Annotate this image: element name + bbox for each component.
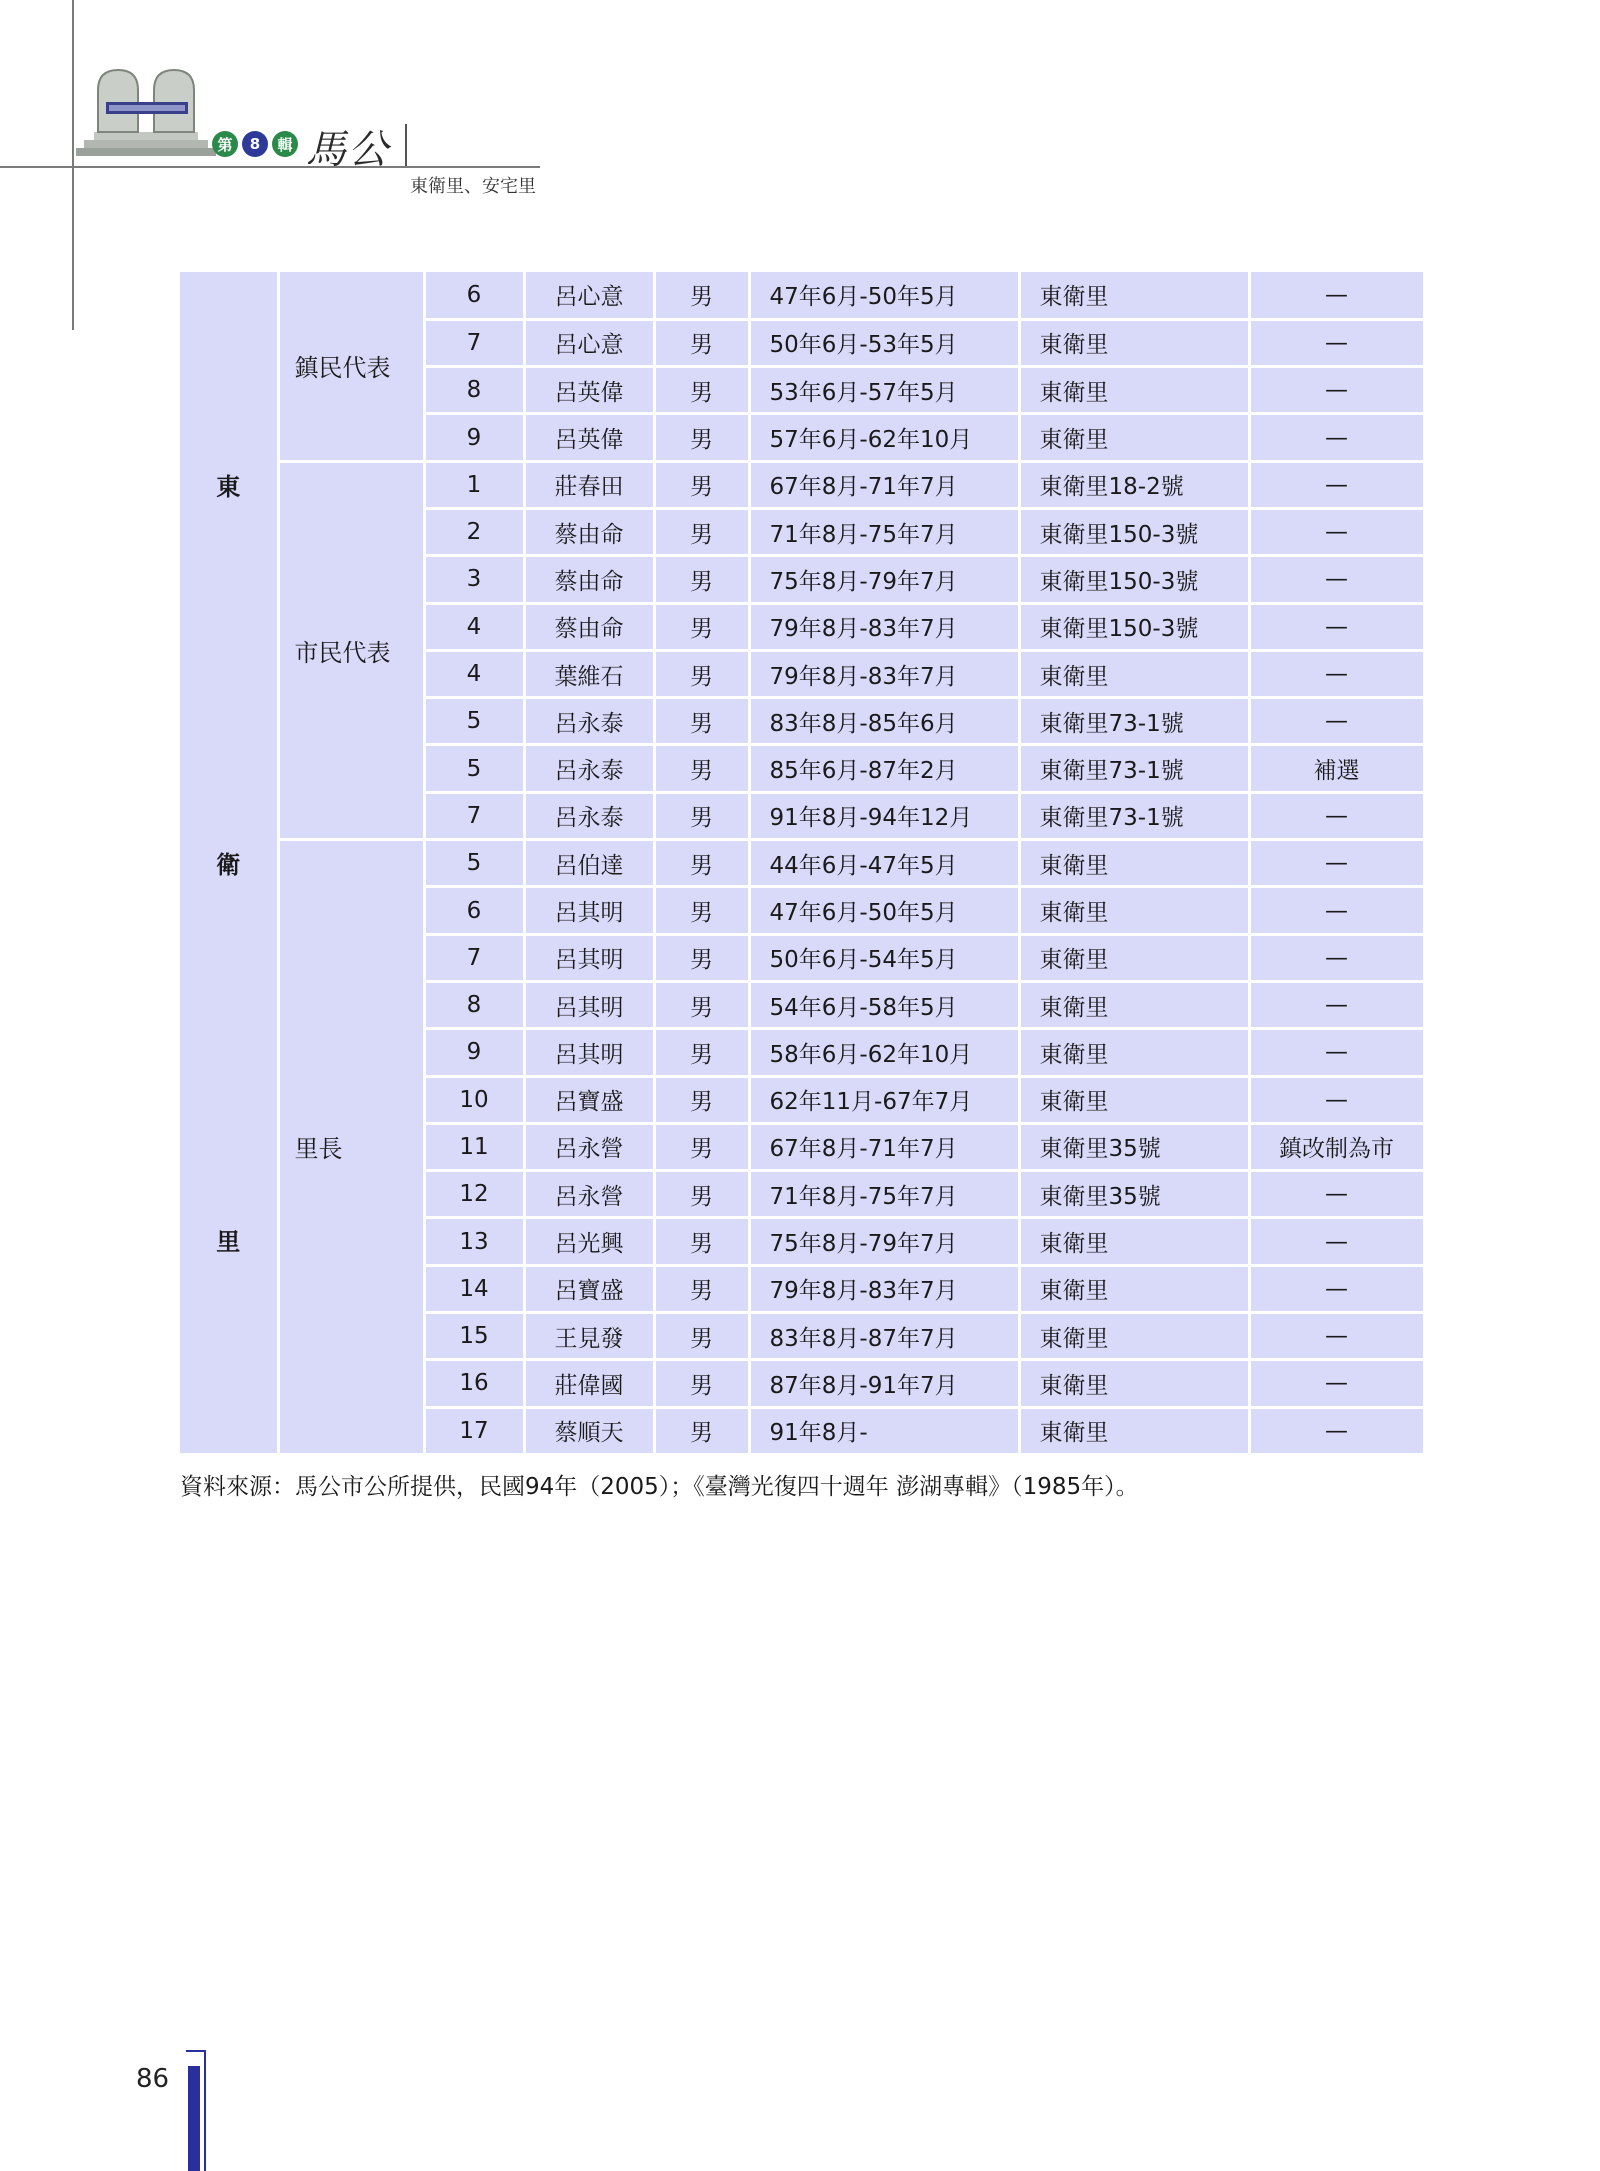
name-cell: 蔡順天 — [524, 1407, 654, 1454]
chapter-subtitle: 東衛里、安宅里 — [410, 176, 536, 197]
note-cell: — — [1249, 650, 1424, 697]
monument-logo-icon — [76, 62, 216, 160]
period-cell: 67年8月-71年7月 — [749, 1123, 1019, 1170]
name-cell: 呂其明 — [524, 1029, 654, 1076]
source-note: 資料來源：馬公市公所提供，民國94年（2005）；《臺灣光復四十週年 澎湖專輯》（1985年）。 — [180, 1474, 1139, 1500]
note-cell: — — [1249, 1407, 1424, 1454]
header-vertical-rule — [72, 0, 74, 330]
address-cell: 東衛里18-2號 — [1019, 461, 1249, 508]
series-badge — [212, 130, 298, 158]
category-cell: 市民代表 — [278, 461, 424, 839]
period-cell: 71年8月-75年7月 — [749, 1171, 1019, 1218]
sex-cell: 男 — [654, 508, 749, 555]
page-number: 86 — [136, 2064, 170, 2094]
name-cell: 呂永營 — [524, 1123, 654, 1170]
sex-cell: 男 — [654, 698, 749, 745]
sex-cell: 男 — [654, 1360, 749, 1407]
address-cell: 東衛里150-3號 — [1019, 603, 1249, 650]
period-cell: 53年6月-57年5月 — [749, 367, 1019, 414]
address-cell: 東衛里 — [1019, 272, 1249, 319]
note-cell: — — [1249, 414, 1424, 461]
sex-cell: 男 — [654, 1171, 749, 1218]
term-cell: 15 — [424, 1313, 524, 1360]
name-cell: 呂其明 — [524, 981, 654, 1028]
sex-cell: 男 — [654, 745, 749, 792]
address-cell: 東衛里 — [1019, 1265, 1249, 1312]
note-cell: — — [1249, 1360, 1424, 1407]
period-cell: 75年8月-79年7月 — [749, 556, 1019, 603]
area-char: 東 — [216, 473, 241, 502]
term-cell: 13 — [424, 1218, 524, 1265]
sex-cell: 男 — [654, 1313, 749, 1360]
note-cell: — — [1249, 367, 1424, 414]
name-cell: 葉維石 — [524, 650, 654, 697]
table-row — [180, 272, 1424, 319]
term-cell: 5 — [424, 698, 524, 745]
name-cell: 呂永營 — [524, 1171, 654, 1218]
name-cell: 呂英偉 — [524, 367, 654, 414]
name-cell: 呂寶盛 — [524, 1076, 654, 1123]
address-cell: 東衛里 — [1019, 1029, 1249, 1076]
category-cell: 鎮民代表 — [278, 272, 424, 461]
note-cell: 補選 — [1249, 745, 1424, 792]
sex-cell: 男 — [654, 367, 749, 414]
note-cell: — — [1249, 1265, 1424, 1312]
term-cell: 4 — [424, 650, 524, 697]
term-cell: 6 — [424, 272, 524, 319]
name-cell: 呂伯達 — [524, 840, 654, 887]
sex-cell: 男 — [654, 461, 749, 508]
title-divider — [405, 124, 407, 166]
note-cell: — — [1249, 934, 1424, 981]
note-cell: — — [1249, 461, 1424, 508]
name-cell: 王見發 — [524, 1313, 654, 1360]
address-cell: 東衛里 — [1019, 981, 1249, 1028]
sex-cell: 男 — [654, 981, 749, 1028]
period-cell: 91年8月- — [749, 1407, 1019, 1454]
name-cell: 蔡由命 — [524, 603, 654, 650]
sex-cell: 男 — [654, 1029, 749, 1076]
note-cell: — — [1249, 319, 1424, 366]
area-char: 衛 — [216, 850, 241, 879]
term-cell: 12 — [424, 1171, 524, 1218]
note-cell: — — [1249, 981, 1424, 1028]
term-cell: 17 — [424, 1407, 524, 1454]
sex-cell: 男 — [654, 556, 749, 603]
period-cell: 47年6月-50年5月 — [749, 272, 1019, 319]
area-label — [180, 467, 277, 1257]
sex-cell: 男 — [654, 1218, 749, 1265]
name-cell: 呂心意 — [524, 319, 654, 366]
term-cell: 4 — [424, 603, 524, 650]
name-cell: 呂永泰 — [524, 745, 654, 792]
book-title: 馬公 — [306, 127, 390, 173]
note-cell: 鎮改制為市 — [1249, 1123, 1424, 1170]
term-cell: 9 — [424, 414, 524, 461]
note-cell: — — [1249, 698, 1424, 745]
series-number-badge: 8 — [242, 131, 268, 157]
address-cell: 東衛里 — [1019, 1218, 1249, 1265]
term-cell: 2 — [424, 508, 524, 555]
term-cell: 5 — [424, 745, 524, 792]
term-cell: 11 — [424, 1123, 524, 1170]
address-cell: 東衛里35號 — [1019, 1123, 1249, 1170]
term-cell: 1 — [424, 461, 524, 508]
note-cell: — — [1249, 1076, 1424, 1123]
name-cell: 呂永泰 — [524, 792, 654, 839]
note-cell: — — [1249, 1029, 1424, 1076]
name-cell: 呂其明 — [524, 887, 654, 934]
address-cell: 東衛里 — [1019, 1313, 1249, 1360]
sex-cell: 男 — [654, 1123, 749, 1170]
period-cell: 47年6月-50年5月 — [749, 887, 1019, 934]
table-row — [180, 461, 1424, 508]
series-prefix-badge: 第 — [212, 131, 238, 157]
note-cell: — — [1249, 1171, 1424, 1218]
period-cell: 50年6月-54年5月 — [749, 934, 1019, 981]
period-cell: 91年8月-94年12月 — [749, 792, 1019, 839]
note-cell: — — [1249, 1313, 1424, 1360]
term-cell: 14 — [424, 1265, 524, 1312]
term-cell: 10 — [424, 1076, 524, 1123]
period-cell: 75年8月-79年7月 — [749, 1218, 1019, 1265]
sex-cell: 男 — [654, 887, 749, 934]
period-cell: 79年8月-83年7月 — [749, 1265, 1019, 1312]
series-suffix-badge: 輯 — [272, 131, 298, 157]
note-cell: — — [1249, 840, 1424, 887]
address-cell: 東衛里73-1號 — [1019, 792, 1249, 839]
address-cell: 東衛里150-3號 — [1019, 508, 1249, 555]
term-cell: 7 — [424, 934, 524, 981]
sex-cell: 男 — [654, 603, 749, 650]
note-cell: — — [1249, 556, 1424, 603]
period-cell: 83年8月-87年7月 — [749, 1313, 1019, 1360]
name-cell: 蔡由命 — [524, 508, 654, 555]
term-cell: 7 — [424, 792, 524, 839]
address-cell: 東衛里150-3號 — [1019, 556, 1249, 603]
period-cell: 67年8月-71年7月 — [749, 461, 1019, 508]
period-cell: 71年8月-75年7月 — [749, 508, 1019, 555]
note-cell: — — [1249, 603, 1424, 650]
name-cell: 呂光興 — [524, 1218, 654, 1265]
sex-cell: 男 — [654, 792, 749, 839]
sex-cell: 男 — [654, 272, 749, 319]
note-cell: — — [1249, 1218, 1424, 1265]
address-cell: 東衛里 — [1019, 319, 1249, 366]
note-cell: — — [1249, 272, 1424, 319]
name-cell: 呂心意 — [524, 272, 654, 319]
note-cell: — — [1249, 508, 1424, 555]
name-cell: 呂其明 — [524, 934, 654, 981]
term-cell: 9 — [424, 1029, 524, 1076]
address-cell: 東衛里73-1號 — [1019, 698, 1249, 745]
header-horizontal-rule — [0, 166, 540, 168]
address-cell: 東衛里 — [1019, 1407, 1249, 1454]
officials-table — [180, 272, 1426, 1456]
period-cell: 62年11月-67年7月 — [749, 1076, 1019, 1123]
address-cell: 東衛里 — [1019, 1360, 1249, 1407]
sex-cell: 男 — [654, 934, 749, 981]
name-cell: 莊春田 — [524, 461, 654, 508]
address-cell: 東衛里73-1號 — [1019, 745, 1249, 792]
period-cell: 87年8月-91年7月 — [749, 1360, 1019, 1407]
term-cell: 8 — [424, 367, 524, 414]
term-cell: 6 — [424, 887, 524, 934]
term-cell: 7 — [424, 319, 524, 366]
address-cell: 東衛里 — [1019, 650, 1249, 697]
period-cell: 50年6月-53年5月 — [749, 319, 1019, 366]
period-cell: 57年6月-62年10月 — [749, 414, 1019, 461]
officials-table-body — [180, 272, 1424, 1454]
name-cell: 呂寶盛 — [524, 1265, 654, 1312]
sex-cell: 男 — [654, 840, 749, 887]
name-cell: 蔡由命 — [524, 556, 654, 603]
sex-cell: 男 — [654, 414, 749, 461]
sex-cell: 男 — [654, 1265, 749, 1312]
area-char: 里 — [216, 1228, 241, 1257]
note-cell: — — [1249, 792, 1424, 839]
table-row — [180, 840, 1424, 887]
name-cell: 呂永泰 — [524, 698, 654, 745]
period-cell: 44年6月-47年5月 — [749, 840, 1019, 887]
address-cell: 東衛里 — [1019, 367, 1249, 414]
address-cell: 東衛里 — [1019, 887, 1249, 934]
address-cell: 東衛里 — [1019, 934, 1249, 981]
period-cell: 79年8月-83年7月 — [749, 650, 1019, 697]
period-cell: 79年8月-83年7月 — [749, 603, 1019, 650]
sex-cell: 男 — [654, 1407, 749, 1454]
term-cell: 3 — [424, 556, 524, 603]
name-cell: 莊偉國 — [524, 1360, 654, 1407]
category-cell: 里長 — [278, 840, 424, 1455]
period-cell: 85年6月-87年2月 — [749, 745, 1019, 792]
period-cell: 58年6月-62年10月 — [749, 1029, 1019, 1076]
address-cell: 東衛里 — [1019, 414, 1249, 461]
term-cell: 8 — [424, 981, 524, 1028]
address-cell: 東衛里 — [1019, 840, 1249, 887]
period-cell: 83年8月-85年6月 — [749, 698, 1019, 745]
page-marker-bar — [188, 2066, 200, 2171]
area-cell — [180, 272, 278, 1454]
period-cell: 54年6月-58年5月 — [749, 981, 1019, 1028]
term-cell: 5 — [424, 840, 524, 887]
sex-cell: 男 — [654, 319, 749, 366]
sex-cell: 男 — [654, 650, 749, 697]
sex-cell: 男 — [654, 1076, 749, 1123]
name-cell: 呂英偉 — [524, 414, 654, 461]
term-cell: 16 — [424, 1360, 524, 1407]
address-cell: 東衛里35號 — [1019, 1171, 1249, 1218]
note-cell: — — [1249, 887, 1424, 934]
address-cell: 東衛里 — [1019, 1076, 1249, 1123]
